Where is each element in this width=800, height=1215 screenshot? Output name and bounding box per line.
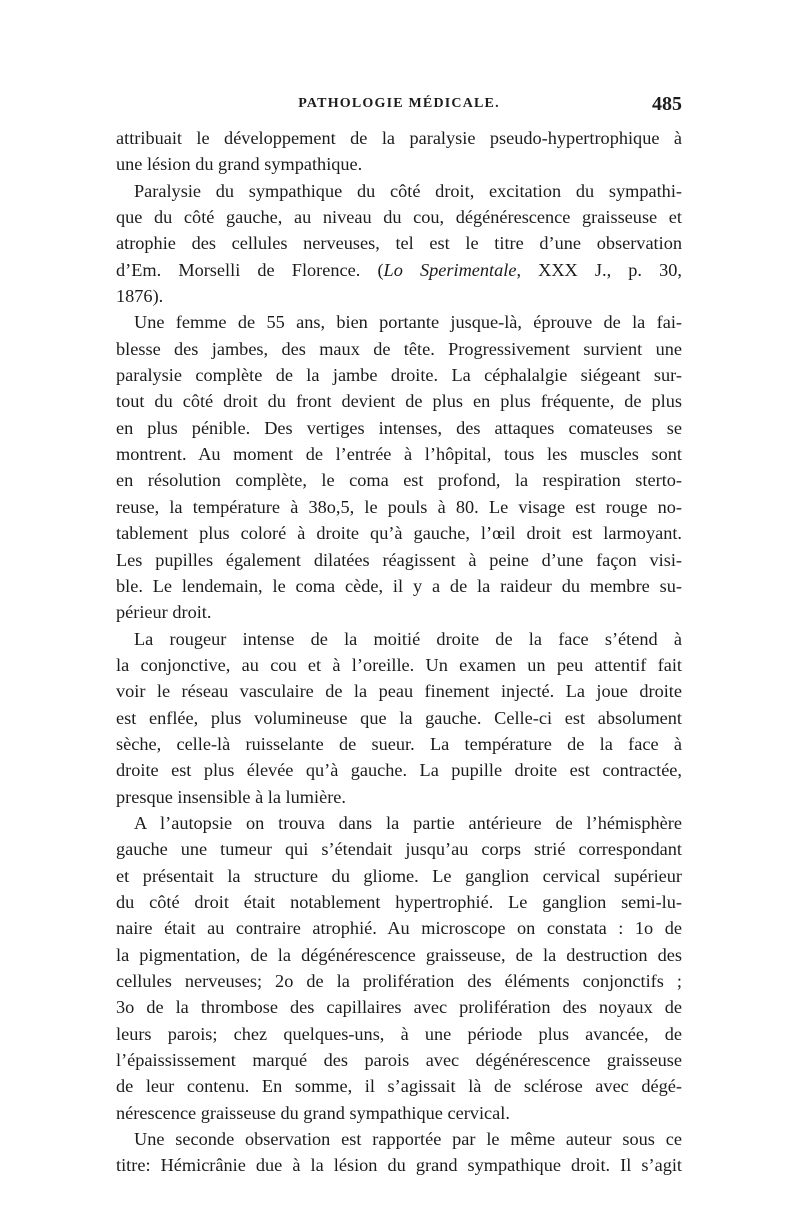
text-line: Une seconde observation est rapportée par le même auteur sous ce <box>134 1129 682 1150</box>
text-line: Les pupilles également dilatées réagissent à peine d’une façon visi- <box>116 549 682 570</box>
text-line: de leur contenu. En somme, il s’agissait là de sclérose avec dégé- <box>116 1076 682 1097</box>
text-line: 1876). <box>116 286 164 307</box>
text-line: la conjonctive, au cou et à l’oreille. Un examen un peu attentif fait <box>116 654 682 675</box>
text-line: montrent. Au moment de l’entrée à l’hôpital, tous les muscles sont <box>116 444 682 465</box>
text-line: et présentait la structure du gliome. Le ganglion cervical supérieur <box>116 865 682 886</box>
paragraph <box>116 309 682 625</box>
text-line: du côté droit était notablement hypertrophié. Le ganglion semi-lu- <box>116 891 682 912</box>
paragraph <box>116 810 682 1126</box>
text-line: atrophie des cellules nerveuses, tel est le titre d’une observation <box>116 233 682 254</box>
text-line: 3o de la thrombose des capillaires avec prolifération des noyaux de <box>116 997 682 1018</box>
text-line: périeur droit. <box>116 602 212 623</box>
text-line: Paralysie du sympathique du côté droit, excitation du sympathi- <box>134 180 682 201</box>
text-line: leurs parois; chez quelques-uns, à une période plus avancée, de <box>116 1023 682 1044</box>
text-line: sèche, celle-là ruisselante de sueur. La température de la face à <box>116 733 682 754</box>
text-line: d’Em. Morselli de Florence. (Lo Sperimentale, XXX J., p. 30, <box>116 259 682 280</box>
text-line: l’épaississement marqué des parois avec dégénérescence graisseuse <box>116 1050 682 1071</box>
paragraph <box>116 626 682 810</box>
text-line: une lésion du grand sympathique. <box>116 154 363 175</box>
paragraph <box>116 125 682 178</box>
page-number: 485 <box>652 93 682 115</box>
text-line: la pigmentation, de la dégénérescence graisseuse, de la destruction des <box>116 944 682 965</box>
paragraph <box>116 1126 682 1179</box>
text-line: en plus pénible. Des vertiges intenses, des attaques comateuses se <box>116 417 682 438</box>
text-line: que du côté gauche, au niveau du cou, dégénérescence graisseuse et <box>116 207 682 228</box>
text-line: paralysie complète de la jambe droite. La céphalalgie siégeant sur- <box>116 365 682 386</box>
running-head-title: PATHOLOGIE MÉDICALE. <box>298 96 500 111</box>
text-line: en résolution complète, le coma est profond, la respiration sterto- <box>116 470 682 491</box>
text-line: nérescence graisseuse du grand sympathique cervical. <box>116 1102 510 1123</box>
text-line: tout du côté droit du front devient de plus en plus fréquente, de plus <box>116 391 682 412</box>
text-line: A l’autopsie on trouva dans la partie antérieure de l’hémisphère <box>134 812 682 833</box>
running-head <box>116 93 682 122</box>
text-line: tablement plus coloré à droite qu’à gauche, l’œil droit est larmoyant. <box>116 523 682 544</box>
journal-title: Lo Sperimentale <box>383 259 517 280</box>
text-line: naire était au contraire atrophié. Au microscope on constata : 1o de <box>116 918 682 939</box>
text-line: titre: Hémicrânie due à la lésion du grand sympathique droit. Il s’agit <box>116 1155 682 1176</box>
text-line: attribuait le développement de la paralysie pseudo-hypertrophique à <box>116 128 682 148</box>
text-line: voir le réseau vasculaire de la peau finement injecté. La joue droite <box>116 681 682 702</box>
text-line: presque insensible à la lumière. <box>116 786 346 807</box>
text-line: Une femme de 55 ans, bien portante jusque-là, éprouve de la fai- <box>134 312 682 333</box>
text-line: La rougeur intense de la moitié droite de la face s’étend à <box>134 628 682 649</box>
body-text <box>116 125 682 1179</box>
text-line: est enflée, plus volumineuse que la gauche. Celle-ci est absolument <box>116 707 682 728</box>
paragraph <box>116 178 682 310</box>
text-line: gauche une tumeur qui s’étendait jusqu’au corps strié correspondant <box>116 839 682 860</box>
text-line: droite est plus élevée qu’à gauche. La pupille droite est contractée, <box>116 760 682 781</box>
text-line: reuse, la température à 38o,5, le pouls à 80. Le visage est rouge no- <box>116 496 682 517</box>
text-line: ble. Le lendemain, le coma cède, il y a de la raideur du membre su- <box>116 575 682 596</box>
text-line: blesse des jambes, des maux de tête. Progressivement survient une <box>116 338 682 359</box>
text-line: cellules nerveuses; 2o de la prolifération des éléments conjonctifs ; <box>116 971 682 991</box>
